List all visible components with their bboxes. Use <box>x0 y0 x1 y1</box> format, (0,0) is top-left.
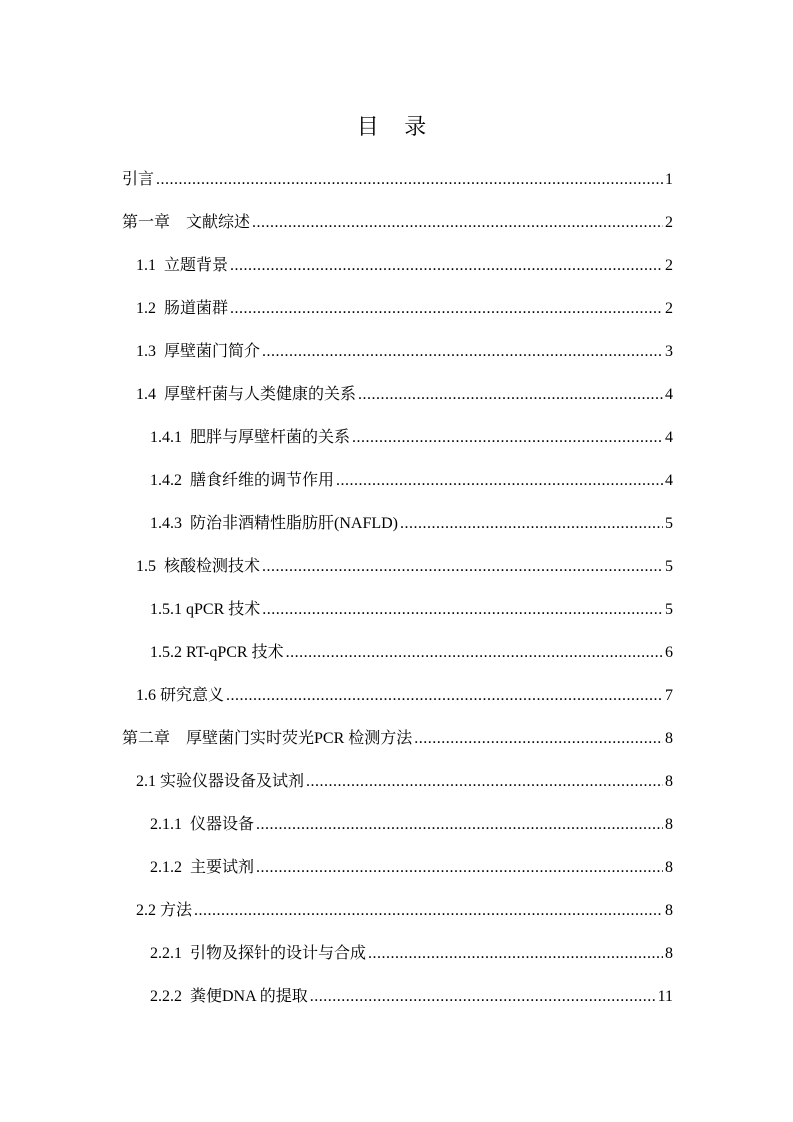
dot-leader <box>262 342 663 362</box>
toc-entry-title: 肥胖与厚壁杆菌的关系 <box>190 429 351 446</box>
toc-entry-page-number: 5 <box>665 601 673 618</box>
toc-entry-title: 膳食纤维的调节作用 <box>190 472 335 489</box>
toc-entry-page-number: 8 <box>665 859 673 876</box>
dot-leader <box>368 944 663 964</box>
dot-leader <box>226 686 663 706</box>
toc-entry-number: 2.1.2 <box>150 859 190 876</box>
toc-entry-number: 第一章 <box>122 214 187 231</box>
dot-leader <box>358 385 663 405</box>
toc-entry-title: 引言 <box>122 171 155 188</box>
toc-entry-page-number: 4 <box>665 472 673 489</box>
toc-entry-title: 厚壁杆菌与人类健康的关系 <box>164 386 357 403</box>
toc-entry-page-number: 8 <box>665 773 673 790</box>
toc-entry[interactable] <box>136 764 673 792</box>
toc-entry[interactable] <box>136 334 673 362</box>
toc-entry-number: 1.4 <box>136 386 164 403</box>
toc-entry[interactable] <box>122 205 673 233</box>
toc-entry[interactable] <box>136 678 673 706</box>
toc-entry[interactable] <box>136 377 673 405</box>
toc-entry-number: 2.2.2 <box>150 988 190 1005</box>
toc-entry-title: 实验仪器设备及试剂 <box>160 773 305 790</box>
toc-entry-page-number: 8 <box>665 816 673 833</box>
toc-entry[interactable] <box>150 807 673 835</box>
toc-entry-title: 方法 <box>160 902 193 919</box>
toc-entry-title: 主要试剂 <box>190 859 255 876</box>
toc-entry-page-number: 8 <box>665 902 673 919</box>
toc-entry[interactable] <box>150 420 673 448</box>
toc-entry[interactable] <box>150 979 673 1007</box>
dot-leader <box>256 858 663 878</box>
toc-entry-page-number: 4 <box>665 386 673 403</box>
toc-entry-number: 1.5.2 <box>150 644 186 661</box>
toc-entry-title: 粪便DNA 的提取 <box>190 988 308 1005</box>
dot-leader <box>194 901 663 921</box>
dot-leader <box>262 600 663 620</box>
toc-entry-page-number: 8 <box>665 945 673 962</box>
toc-entry[interactable] <box>150 463 673 491</box>
toc-entry-title: RT-qPCR 技术 <box>186 644 284 661</box>
toc-entry-number: 1.4.2 <box>150 472 190 489</box>
toc-entry-title: 厚壁菌门实时荧光PCR 检测方法 <box>186 730 413 747</box>
dot-leader <box>262 557 663 577</box>
toc-entry-page-number: 11 <box>657 988 673 1005</box>
dot-leader <box>352 428 663 448</box>
toc-entry[interactable] <box>150 936 673 964</box>
toc-entry-page-number: 5 <box>665 515 673 532</box>
toc-entry-title: 引物及探针的设计与合成 <box>190 945 367 962</box>
toc-entry-title: 立题背景 <box>164 257 229 274</box>
toc-entry-number: 1.5 <box>136 558 164 575</box>
dot-leader <box>414 729 663 749</box>
dot-leader <box>256 815 663 835</box>
toc-entry-number: 1.4.1 <box>150 429 190 446</box>
toc-entry-page-number: 2 <box>665 257 673 274</box>
dot-leader <box>310 987 656 1007</box>
dot-leader <box>230 299 663 319</box>
toc-entry[interactable] <box>150 506 673 534</box>
dot-leader <box>230 256 663 276</box>
toc-entry-number: 1.4.3 <box>150 515 190 532</box>
toc-entry[interactable] <box>136 893 673 921</box>
dot-leader <box>400 514 663 534</box>
toc-entry-page-number: 2 <box>665 300 673 317</box>
toc-entry-number: 2.1 <box>136 773 160 790</box>
toc-entry-page-number: 4 <box>665 429 673 446</box>
dot-leader <box>336 471 663 491</box>
toc-entry-page-number: 1 <box>665 171 673 188</box>
toc-entry-title: 厚壁菌门简介 <box>164 343 261 360</box>
toc-entry[interactable] <box>122 162 673 190</box>
toc-entry-number: 1.6 <box>136 687 160 704</box>
toc-entry-number: 2.2.1 <box>150 945 190 962</box>
toc-entry-page-number: 5 <box>665 558 673 575</box>
page-title: 目 录 <box>356 114 437 139</box>
toc-entry[interactable] <box>150 850 673 878</box>
toc-entry-page-number: 6 <box>665 644 673 661</box>
toc-entry-number: 1.3 <box>136 343 164 360</box>
dot-leader <box>252 213 663 233</box>
toc-entry-number: 1.1 <box>136 257 164 274</box>
toc-entry-title: 仪器设备 <box>190 816 255 833</box>
toc-entry[interactable] <box>122 721 673 749</box>
toc-entry-number: 1.5.1 <box>150 601 186 618</box>
toc-entry-title: 防治非酒精性脂肪肝(NAFLD) <box>190 515 398 532</box>
toc-entry[interactable] <box>136 291 673 319</box>
toc-entry[interactable] <box>136 248 673 276</box>
toc-entry-page-number: 7 <box>665 687 673 704</box>
toc-entry[interactable] <box>136 549 673 577</box>
toc-entry-number: 2.1.1 <box>150 816 190 833</box>
toc-entry[interactable] <box>150 592 673 620</box>
toc-entry-title: 核酸检测技术 <box>164 558 261 575</box>
dot-leader <box>156 170 663 190</box>
toc-entry-title: 研究意义 <box>160 687 225 704</box>
toc-entry[interactable] <box>150 635 673 663</box>
dot-leader <box>286 643 663 663</box>
toc-entry-page-number: 2 <box>665 214 673 231</box>
toc-entry-page-number: 3 <box>665 343 673 360</box>
toc-entry-number: 第二章 <box>122 730 187 747</box>
toc-entry-title: qPCR 技术 <box>186 601 261 618</box>
toc-entry-title: 文献综述 <box>186 214 251 231</box>
dot-leader <box>306 772 663 792</box>
toc-entry-page-number: 8 <box>665 730 673 747</box>
toc-entry-title: 肠道菌群 <box>164 300 229 317</box>
toc-entry-number: 2.2 <box>136 902 160 919</box>
toc-entry-number: 1.2 <box>136 300 164 317</box>
